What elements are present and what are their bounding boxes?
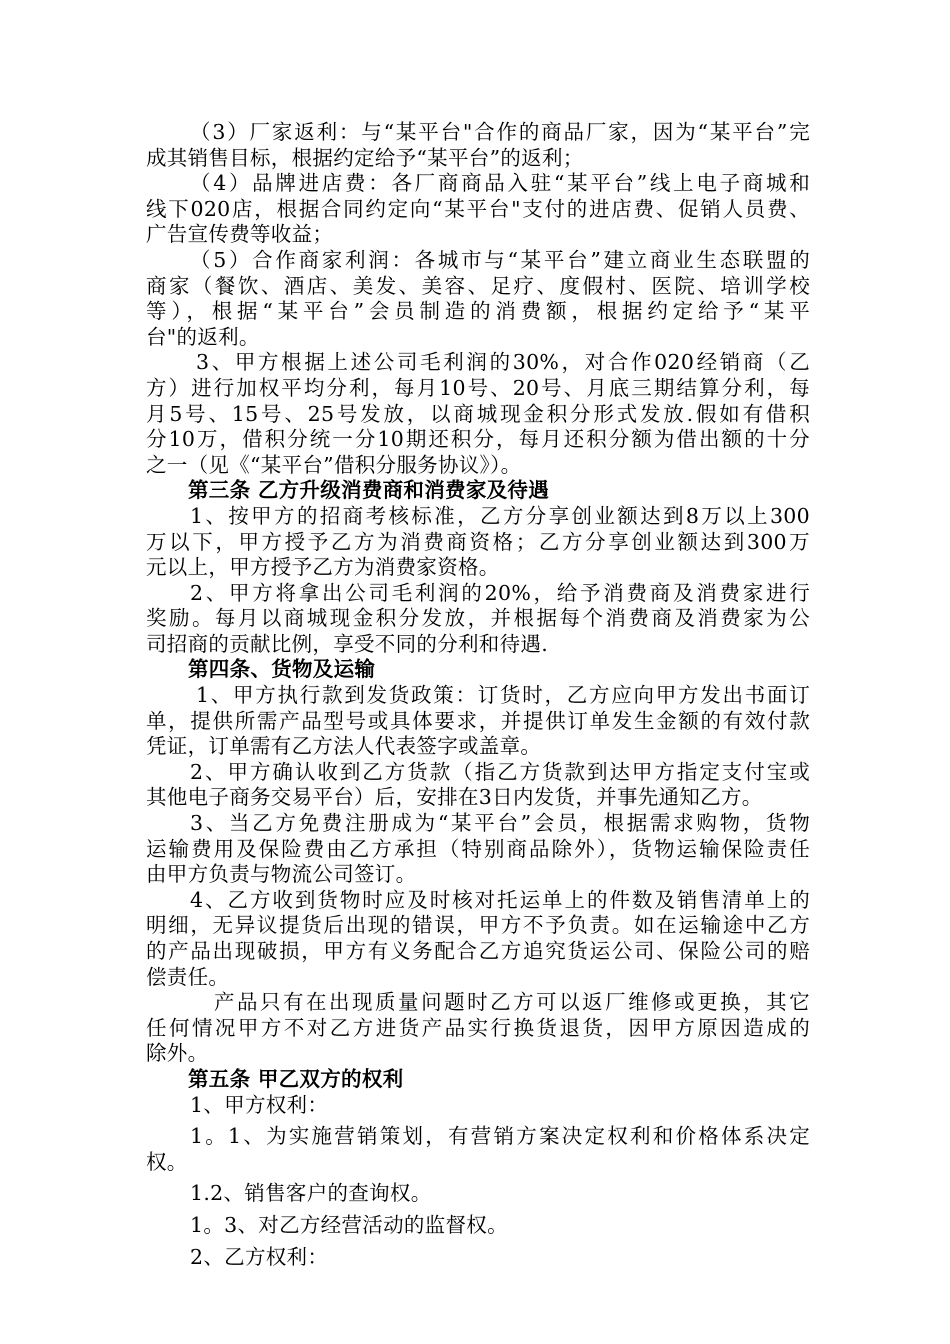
text-line: 任何情况甲方不对乙方进货产品实行换货退货，因甲方原因造成的: [146, 1015, 810, 1040]
text-line: 的产品出现破损，甲方有义务配合乙方追究货运公司、保险公司的赔: [146, 939, 810, 963]
text-line: 2、甲方确认收到乙方货款（指乙方货款到达甲方指定支付宝或: [190, 759, 810, 784]
text-line: 方）进行加权平均分利，每月10号、20号、月底三期结算分利，每: [146, 375, 810, 400]
text-line: 1.2、销售客户的查询权。: [190, 1181, 432, 1206]
text-line: 2、乙方权利：: [190, 1244, 329, 1269]
text-line: 其他电子商务交易平台）后，安排在3日内发货，并事先通知乙方。: [146, 785, 763, 810]
text-line: （5）合作商家利润：各城市与“某平台”建立商业生态联盟的: [190, 247, 810, 272]
text-line: 4、乙方收到货物时应及时核对托运单上的件数及销售清单上的: [190, 887, 810, 912]
text-line: 由甲方负责与物流公司签订。: [146, 862, 417, 887]
text-line: 明细，无异议提货后出现的错误，甲方不予负责。如在运输途中乙方: [146, 913, 810, 938]
text-line: 1、甲方执行款到发货政策：订货时，乙方应向甲方发出书面订: [196, 683, 810, 708]
text-line: 1。1、为实施营销策划，有营销方案决定权利和价格体系决定: [190, 1124, 810, 1149]
section-heading: 第四条、货物及运输: [188, 657, 376, 682]
text-line: 分10万，借积分统一分10期还积分，每月还积分额为借出额的十分: [146, 427, 810, 452]
text-line: 之一（见《“某平台”借积分服务协议》）。: [146, 452, 522, 477]
text-line: 偿责任。: [146, 964, 230, 989]
text-line: 运输费用及保险费由乙方承担（特别商品除外），货物运输保险责任: [146, 836, 810, 861]
text-line: 3、当乙方免费注册成为“某平台”会员，根据需求购物，货物: [190, 811, 810, 836]
text-line: 1、按甲方的招商考核标准，乙方分享创业额达到8万以上300: [190, 503, 810, 528]
section-heading: 第五条 甲乙双方的权利: [188, 1066, 404, 1091]
text-line: 万以下，甲方授予乙方为消费商资格；乙方分享创业额达到300万: [146, 529, 810, 554]
text-line: 3、甲方根据上述公司毛利润的30%，对合作020经销商（乙: [196, 350, 810, 375]
section-heading: 第三条 乙方升级消费商和消费家及待遇: [188, 478, 550, 503]
text-line: 除外。: [146, 1041, 209, 1066]
text-line: 奖励。每月以商城现金积分发放，并根据每个消费商及消费家为公: [146, 606, 810, 631]
text-line: 月5号、15号、25号发放，以商城现金积分形式发放.假如有借积: [146, 401, 810, 426]
text-line: 成其销售目标，根据约定给予“某平台”的返利；: [146, 145, 584, 170]
text-line: （4）品牌进店费：各厂商商品入驻“某平台”线上电子商城和: [190, 171, 810, 196]
text-line: 台"的返利。: [146, 324, 260, 349]
text-line: 等），根据“某平台”会员制造的消费额，根据约定给予“某平: [146, 299, 810, 324]
text-line: 1、甲方权利：: [190, 1092, 329, 1117]
text-line: （3）厂家返利：与“某平台"合作的商品厂家，因为“某平台”完: [190, 120, 810, 144]
text-line: 产品只有在出现质量问题时乙方可以返厂维修或更换，其它: [214, 990, 810, 1015]
text-line: 2、甲方将拿出公司毛利润的20%，给予消费商及消费家进行: [190, 580, 810, 605]
text-line: 1。3、对乙方经营活动的监督权。: [190, 1212, 508, 1237]
text-line: 商家（餐饮、酒店、美发、美容、足疗、度假村、医院、培训学校: [146, 273, 810, 298]
text-line: 司招商的贡献比例，享受不同的分利和待遇.: [146, 631, 549, 656]
text-line: 元以上，甲方授予乙方为消费家资格。: [146, 555, 500, 580]
text-line: 单，提供所需产品型号或具体要求，并提供订单发生金额的有效付款: [146, 708, 810, 733]
text-line: 线下020店，根据合同约定向“某平台"支付的进店费、促销人员费、: [146, 196, 810, 221]
text-line: 权。: [146, 1149, 188, 1174]
document-page: [146, 120, 810, 1270]
text-line: 凭证，订单需有乙方法人代表签字或盖章。: [146, 734, 542, 759]
text-line: 广告宣传费等收益；: [146, 222, 334, 247]
